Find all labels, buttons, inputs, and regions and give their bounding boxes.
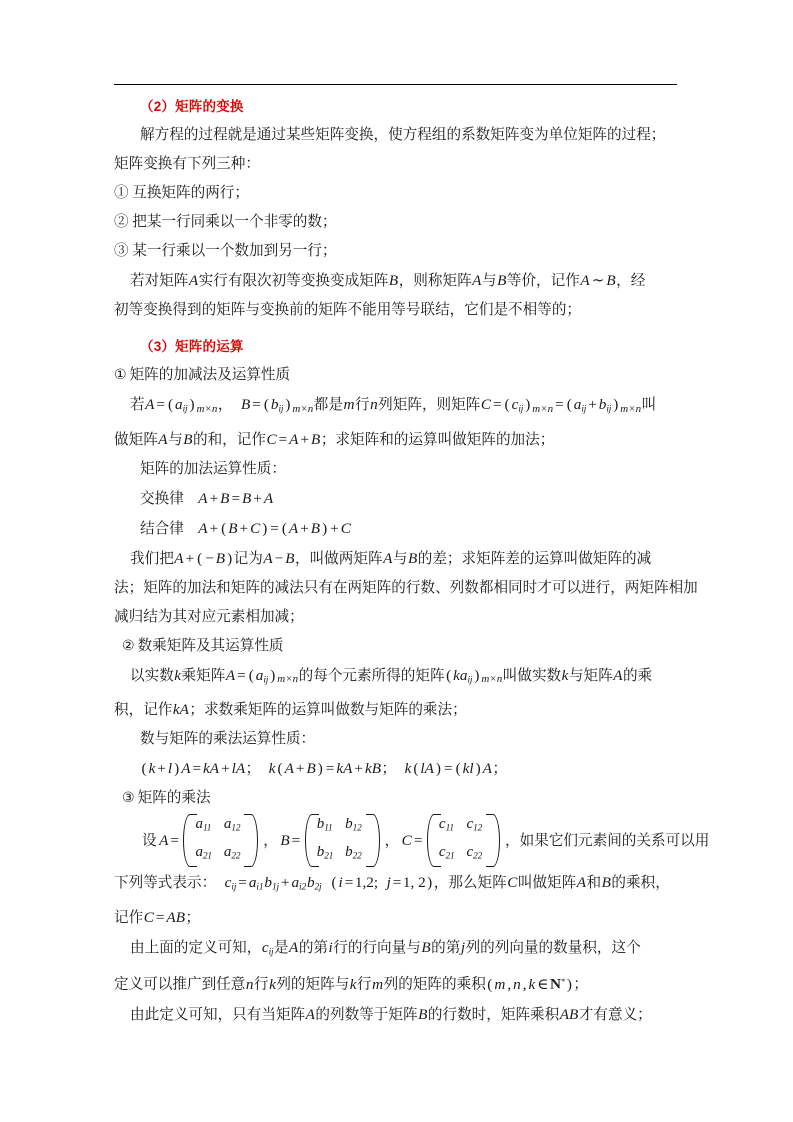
section-heading-3: （3）矩阵的运算 xyxy=(140,339,244,354)
circled-number-2-icon: ② xyxy=(122,637,135,654)
equals-4: = xyxy=(555,396,564,413)
scalar-paren-l2: ( xyxy=(446,666,452,684)
sub-def-a: 我们把 xyxy=(130,550,174,567)
assoc-plus2: + xyxy=(239,519,249,537)
cell-c22: $c_{22}$ xyxy=(466,843,483,861)
symbol-B-2: B xyxy=(497,272,507,289)
symbol-k-1: k xyxy=(174,666,182,684)
assoc-plus3: + xyxy=(300,519,309,537)
final-f: 列的列向量的数量积，这个 xyxy=(465,939,641,956)
symbol-A-1: A xyxy=(188,272,199,289)
assoc-paren-l1: ( xyxy=(221,519,227,537)
paragraph-cij-formula xyxy=(114,868,677,903)
elem-b: $b_{ij}$ xyxy=(270,396,284,415)
add-def2-d: ；求矩阵和的运算叫做矩阵的加法； xyxy=(320,431,555,448)
equals-3: = xyxy=(492,396,502,413)
symbol-A-3: A xyxy=(580,272,590,289)
assoc-B2: B xyxy=(310,519,321,537)
symbol-k-2: k xyxy=(561,666,569,684)
cab-end: ； xyxy=(185,909,201,926)
symbol-A-6: A xyxy=(225,666,236,684)
symbol-B-4: B xyxy=(183,430,193,448)
final2-comma2: , xyxy=(522,975,527,993)
sl-plus3: + xyxy=(295,760,305,778)
final3-c: 的行数时，矩阵乘积 xyxy=(427,1006,560,1023)
comm-A1: A xyxy=(198,489,208,507)
symbol-m-1: m xyxy=(343,396,355,413)
assoc-A1: A xyxy=(198,519,208,537)
comm-B2: B xyxy=(242,489,252,507)
matrix-C-paren-right xyxy=(493,813,502,868)
cab-AB: AB xyxy=(166,908,185,926)
cell-b11: $b_{11}$ xyxy=(316,816,333,834)
cij-lhs: $c_{ij}$ xyxy=(224,873,237,893)
sl-kA2: kA xyxy=(336,760,353,778)
cij-range-paren-l: ( xyxy=(331,873,337,891)
sl-paren-r3: ) xyxy=(435,760,441,778)
assoc-A2: A xyxy=(288,519,299,537)
symbol-kA: kA xyxy=(172,701,189,719)
plus-1: + xyxy=(588,396,597,413)
sl-plus2: + xyxy=(221,760,230,778)
matrix-B-equals: = xyxy=(291,831,301,849)
matrix-A xyxy=(181,813,260,868)
elem-a-sum: $a_{ij}$ xyxy=(573,396,587,415)
matrix-row xyxy=(314,841,371,868)
equals-1: = xyxy=(156,396,165,413)
final-i: i xyxy=(328,938,333,956)
comm-plus: + xyxy=(209,489,219,507)
cij-i: i xyxy=(338,873,343,891)
sub-B3: B xyxy=(407,549,418,567)
final-d: 行的行向量与 xyxy=(333,939,421,956)
cij-i-values: 1,2; xyxy=(354,873,379,891)
sl-A1: A xyxy=(181,760,191,778)
sl-kA1: kA xyxy=(203,760,220,778)
assoc-C2: C xyxy=(340,519,351,537)
comm-eq: = xyxy=(231,489,241,507)
paren-open-4: ( xyxy=(566,396,572,413)
comma-1: ， xyxy=(217,397,233,413)
cell-c12: $c_{12}$ xyxy=(466,816,483,834)
matrix-row xyxy=(436,813,491,840)
add-def2-b: 与 xyxy=(168,431,183,448)
scalar-b: 乘矩阵 xyxy=(181,667,226,684)
final2-f: ； xyxy=(573,976,589,993)
comm-plus2: + xyxy=(253,489,262,507)
cell-c21: $c_{21}$ xyxy=(438,843,455,861)
matrix-C-symbol: C xyxy=(480,396,491,413)
add-def2-a: 做矩阵 xyxy=(114,431,158,448)
final-j: j xyxy=(460,938,466,956)
symbol-n-1: n xyxy=(370,396,378,413)
assoc-eq: = xyxy=(270,519,279,537)
sub-minus2: − xyxy=(274,549,284,567)
final3-d: 才有意义； xyxy=(578,1006,652,1023)
equals-5: = xyxy=(278,430,288,448)
scalar-laws-formula xyxy=(114,754,677,784)
paren-close-3: ) xyxy=(525,396,531,413)
paragraph-equivalence-line1 xyxy=(114,266,677,296)
cab-eq: = xyxy=(155,908,165,926)
law-associative-label: 结合律 xyxy=(140,520,184,537)
final2-paren-r: ) xyxy=(566,975,572,993)
final2-k3: k xyxy=(528,975,536,993)
cell-b21: $b_{21}$ xyxy=(316,843,334,861)
dims-mn-3: m×n xyxy=(532,402,554,415)
symbol-A-2: A xyxy=(472,272,482,289)
final2-a: 定义可以推广到任意 xyxy=(114,976,246,993)
matrix-C xyxy=(425,813,502,868)
final2-d: 行 xyxy=(357,976,372,993)
circled-number-1-icon: ① xyxy=(114,367,127,383)
elem-a: $a_{ij}$ xyxy=(175,396,188,415)
matrix-row xyxy=(192,813,249,840)
sl-lA2: lA xyxy=(420,760,434,778)
paragraph-c-equals-ab xyxy=(114,903,677,933)
paragraph-add-definition-line1 xyxy=(114,390,677,425)
equiv-text-c: ，则称矩阵 xyxy=(398,273,472,289)
matrix-B-paren-right xyxy=(373,813,382,868)
matrix-row xyxy=(436,841,491,868)
paragraph-subtraction-line1 xyxy=(114,544,677,574)
cij-j-values: 1, 2 xyxy=(402,873,426,891)
scalar-elem-a: $a_{ij}$ xyxy=(255,666,269,686)
matrix-comma-2: ， xyxy=(384,832,400,849)
scalar-laws-title: 数与矩阵的乘法运算性质： xyxy=(140,731,316,748)
sl-paren-r2: ) xyxy=(317,760,323,778)
matrix-comma-1: ， xyxy=(263,832,278,849)
sub-B1: B xyxy=(215,549,226,567)
sl-plus1: + xyxy=(157,760,166,778)
final2-b: 行 xyxy=(253,976,269,993)
paragraph-final-line3 xyxy=(114,1000,677,1030)
final3-A: A xyxy=(305,1005,315,1023)
list-item-3: ③ 某一行乘以一个数加到另一行； xyxy=(114,243,337,259)
final2-in: ∈ xyxy=(537,975,549,993)
final-b: 是 xyxy=(273,939,289,956)
paren-open-2: ( xyxy=(263,396,269,413)
matrix-definitions-row xyxy=(114,813,710,868)
list-item-1: ① 互换矩阵的两行； xyxy=(114,185,249,201)
cij-j: j xyxy=(386,873,391,891)
paragraph-scalar-line2 xyxy=(114,695,677,725)
sub-def-c: ，叫做两矩阵 xyxy=(294,550,383,567)
cij-b-2j: $b_{2j}$ xyxy=(306,873,322,893)
scalar-dims-2: m×n xyxy=(481,673,503,686)
paren-open-1: ( xyxy=(167,396,174,413)
subitem-add-subtract xyxy=(114,361,677,390)
cij-tail-e: 的乘积， xyxy=(611,874,670,891)
cij-a-i2: $a_{i2}$ xyxy=(291,873,306,893)
sl-paren-l3: ( xyxy=(413,760,419,778)
elem-c: $c_{ij}$ xyxy=(511,396,524,415)
equals-2: = xyxy=(252,396,261,413)
sl-k3: k xyxy=(404,760,412,778)
matrix-A-paren-right xyxy=(251,813,260,868)
sub-paren-r: ) xyxy=(227,549,233,567)
dims-mn-2: m×n xyxy=(292,402,314,415)
final2-k1: k xyxy=(269,975,276,993)
symbol-A-7: A xyxy=(613,666,623,684)
sl-k1: k xyxy=(148,760,156,778)
final3-B: B xyxy=(418,1005,428,1023)
paragraph-final-line2 xyxy=(114,967,677,999)
sl-lA1: lA xyxy=(231,760,246,778)
symbol-B-1: B xyxy=(388,272,399,289)
scalar2-b: ；求数乘矩阵的运算叫做数与矩阵的乘法； xyxy=(189,702,467,719)
matrix-row xyxy=(314,813,371,840)
sl-A3: A xyxy=(482,760,492,778)
subitem-scalar xyxy=(114,632,677,661)
paren-close-4: ) xyxy=(613,396,619,413)
final2-comma1: , xyxy=(507,975,512,993)
scalar-d: 叫做实数 xyxy=(502,667,562,684)
sl-kl: kl xyxy=(462,760,474,778)
sl-eq2: = xyxy=(325,760,335,778)
matrix-C-paren-left xyxy=(425,813,434,868)
equiv-text-b: 实行有限次初等变换变成矩阵 xyxy=(198,273,389,289)
scalar-e: 与矩阵 xyxy=(568,667,613,684)
paragraph-final-line1 xyxy=(114,933,677,968)
matrix-B-symbol: B xyxy=(241,396,251,413)
sl-paren-r4: ) xyxy=(475,760,481,778)
symbol-sim: ∼ xyxy=(591,272,605,289)
assoc-C1: C xyxy=(250,519,261,537)
sl-sep1: ； xyxy=(245,761,261,778)
sl-sep2: ； xyxy=(381,761,397,778)
final2-m: m xyxy=(372,975,384,993)
paragraph-subtraction-line3: 减归结为其对应元素相加减； xyxy=(114,608,304,625)
matrix-B xyxy=(303,813,382,868)
cij-A: A xyxy=(576,873,587,891)
add-def-text-b: 都是 xyxy=(313,397,343,413)
comm-A2: A xyxy=(263,489,274,507)
final2-n: n xyxy=(245,975,254,993)
add-def-text-d: 列矩阵，则矩阵 xyxy=(378,397,481,413)
sub-def-d: 与 xyxy=(392,550,408,567)
paragraph-add-definition-line2 xyxy=(114,425,677,455)
final-A: A xyxy=(289,938,299,956)
matrix-A-equals: = xyxy=(170,831,179,849)
symbol-A-4: A xyxy=(158,430,168,448)
sl-kB: kB xyxy=(364,760,381,778)
cell-a21: $a_{21}$ xyxy=(195,843,212,861)
sub-plus: + xyxy=(185,549,195,567)
sl-k2: k xyxy=(268,760,276,778)
paragraph-equivalence-line2: 初等变换得到的矩阵与变换前的矩阵不能用等号联结，它们是不相等的； xyxy=(114,302,582,318)
add-def-text-a: 若 xyxy=(130,397,145,413)
symbol-B-3: B xyxy=(606,272,616,289)
cij-B: B xyxy=(601,873,611,891)
assoc-paren-r2: ) xyxy=(322,519,328,537)
subitem-scalar-label: 数乘矩阵及其运算性质 xyxy=(137,637,284,654)
paragraph-scalar-line1 xyxy=(114,661,677,696)
elem-b-sum: $b_{ij}$ xyxy=(598,396,612,415)
cij-a-i1: $a_{i1}$ xyxy=(248,873,264,893)
cell-b22: $b_{22}$ xyxy=(345,843,362,861)
law-commutative-label: 交换律 xyxy=(140,490,184,507)
sl-paren-l2: ( xyxy=(277,760,283,778)
assoc-paren-l2: ( xyxy=(281,519,287,537)
page-content xyxy=(114,84,710,1030)
cij-eq-i: = xyxy=(344,873,354,891)
matrix-B-name: B xyxy=(280,831,290,849)
scalar-elem-ka: $ka_{ij}$ xyxy=(453,666,473,686)
scalar-paren-l1: ( xyxy=(248,666,254,684)
sl-A2: A xyxy=(284,760,294,778)
final3-AB: AB xyxy=(559,1005,579,1023)
sub-A2: A xyxy=(263,549,273,567)
cab-lead: 记作 xyxy=(114,909,144,926)
add-def2-c: 的和，记作 xyxy=(192,431,266,448)
cell-b12: $b_{12}$ xyxy=(345,816,362,834)
matrix-A-symbol: A xyxy=(145,396,155,413)
sl-paren-r1: ) xyxy=(174,760,180,778)
sl-eq3: = xyxy=(443,760,453,778)
subitem-multiplication xyxy=(114,784,677,813)
final2-e: 列的矩阵的乘积 xyxy=(383,976,486,993)
final2-N: N xyxy=(550,975,561,993)
cell-a12: $a_{12}$ xyxy=(223,816,241,834)
sl-B1: B xyxy=(306,760,316,778)
scalar-f: 的乘 xyxy=(622,667,653,684)
scalar-dims-1: m×n xyxy=(277,673,299,686)
sub-A1: A xyxy=(174,549,184,567)
cij-eq: = xyxy=(238,873,247,891)
add-laws-title: 矩阵的加法运算性质： xyxy=(140,460,286,477)
law-associative xyxy=(114,514,677,544)
matrix-C-equals: = xyxy=(413,831,423,849)
scalar-eq1: = xyxy=(237,666,246,684)
symbol-A-5: A xyxy=(289,430,299,448)
matrix-tail-text: ，如果它们元素间的关系可以用 xyxy=(505,832,710,849)
subitem-multiplication-label: 矩阵的乘法 xyxy=(137,790,211,807)
scalar-paren-r1: ) xyxy=(270,666,276,684)
circled-number-3-icon: ③ xyxy=(122,790,135,807)
section-heading-2: （2）矩阵的变换 xyxy=(140,99,244,114)
cij-tail-c: 叫做矩阵 xyxy=(517,874,577,891)
assoc-B1: B xyxy=(228,519,238,537)
dims-mn-1: m×n xyxy=(196,402,218,415)
cell-c11: $c_{11}$ xyxy=(438,816,454,834)
sub-A3: A xyxy=(383,549,393,567)
cij-tail-d: 和 xyxy=(586,874,602,891)
final-e: 的第 xyxy=(431,939,461,956)
sl-plus4: + xyxy=(354,760,363,778)
sub-minus: − xyxy=(205,549,214,567)
final3-b: 的列数等于矩阵 xyxy=(315,1006,418,1023)
final3-a: 由此定义可知，只有当矩阵 xyxy=(130,1006,306,1023)
cij-tail-b: ，那么矩阵 xyxy=(433,874,507,891)
add-def-text-e: 叫 xyxy=(641,397,657,413)
matrix-set-label: 设 xyxy=(142,832,157,849)
sl-paren-l1: ( xyxy=(141,760,147,778)
symbol-B-5: B xyxy=(311,430,321,448)
sub-def-e: 的差；求矩阵差的运算叫做矩阵的减 xyxy=(417,550,652,567)
sub-B2: B xyxy=(285,549,295,567)
matrix-A-name: A xyxy=(159,831,169,849)
sl-end: ； xyxy=(492,761,508,778)
scalar-paren-r2: ) xyxy=(474,666,480,684)
scalar2-a: 积，记作 xyxy=(114,702,173,719)
cij-eq-j: = xyxy=(392,873,402,891)
subitem-add-label: 矩阵的加减法及运算性质 xyxy=(129,367,291,383)
equiv-text-d: 与 xyxy=(481,273,497,289)
paragraph-solve-process: 解方程的过程就是通过某些矩阵变换，使方程组的系数矩阵变为单位矩阵的过程； xyxy=(140,127,666,143)
equiv-text-e: 等价，记作 xyxy=(506,273,580,289)
final2-star: * xyxy=(560,976,566,987)
sub-paren-l: ( xyxy=(197,549,203,567)
assoc-plus1: + xyxy=(209,519,219,537)
matrix-C-name: C xyxy=(401,831,412,849)
scalar-a: 以实数 xyxy=(130,667,174,684)
add-def-text-c: 行 xyxy=(354,397,370,413)
cij-plus: + xyxy=(280,873,290,891)
paren-open-3: ( xyxy=(504,396,510,413)
equiv-text-f: ，经 xyxy=(616,273,646,289)
sl-eq1: = xyxy=(192,760,202,778)
equiv-text-a: 若对矩阵 xyxy=(130,273,189,289)
comm-B1: B xyxy=(220,489,230,507)
assoc-plus4: + xyxy=(330,519,339,537)
final2-k2: k xyxy=(349,975,357,993)
matrix-B-paren-left xyxy=(303,813,312,868)
paragraph-three-kinds: 矩阵变换有下列三种： xyxy=(114,156,260,172)
plus-2: + xyxy=(300,430,310,448)
sub-def-b: 记为 xyxy=(233,550,263,567)
cell-a11: $a_{11}$ xyxy=(195,816,212,834)
final-c: 的第 xyxy=(298,939,329,956)
paragraph-subtraction-line2: 法；矩阵的加法和矩阵的减法只有在两矩阵的行数、列数都相同时才可以进行，两矩阵相加 xyxy=(114,579,698,596)
cij-lead: 下列等式表示： xyxy=(114,874,217,891)
law-commutative xyxy=(114,484,677,514)
final-B: B xyxy=(421,938,431,956)
header-rule xyxy=(114,84,677,85)
final2-n2: n xyxy=(513,975,521,993)
final2-m2: m xyxy=(494,975,506,993)
final2-c: 列的矩阵与 xyxy=(276,976,350,993)
cij-C: C xyxy=(507,873,518,891)
cell-a22: $a_{22}$ xyxy=(223,843,241,861)
paren-close-1: ) xyxy=(189,396,195,413)
symbol-C-1: C xyxy=(266,430,277,448)
final-a: 由上面的定义可知， xyxy=(130,939,262,956)
dims-mn-4: m×n xyxy=(620,402,642,415)
cab-C: C xyxy=(143,908,154,926)
list-item-2: ② 把某一行同乘以一个非零的数； xyxy=(114,214,337,230)
final2-paren-l: ( xyxy=(487,975,493,993)
sl-l1: l xyxy=(167,760,173,778)
paren-close-2: ) xyxy=(285,396,291,413)
sl-paren-l4: ( xyxy=(455,760,461,778)
scalar-c: 的每个元素所得的矩阵 xyxy=(298,667,445,684)
assoc-paren-r1: ) xyxy=(262,519,268,537)
cij-range-paren-r: ) xyxy=(427,873,433,891)
final-cij: $c_{ij}$ xyxy=(261,938,274,958)
cij-b-1j: $b_{1j}$ xyxy=(264,873,279,893)
matrix-A-paren-left xyxy=(181,813,190,868)
matrix-row xyxy=(192,841,249,868)
